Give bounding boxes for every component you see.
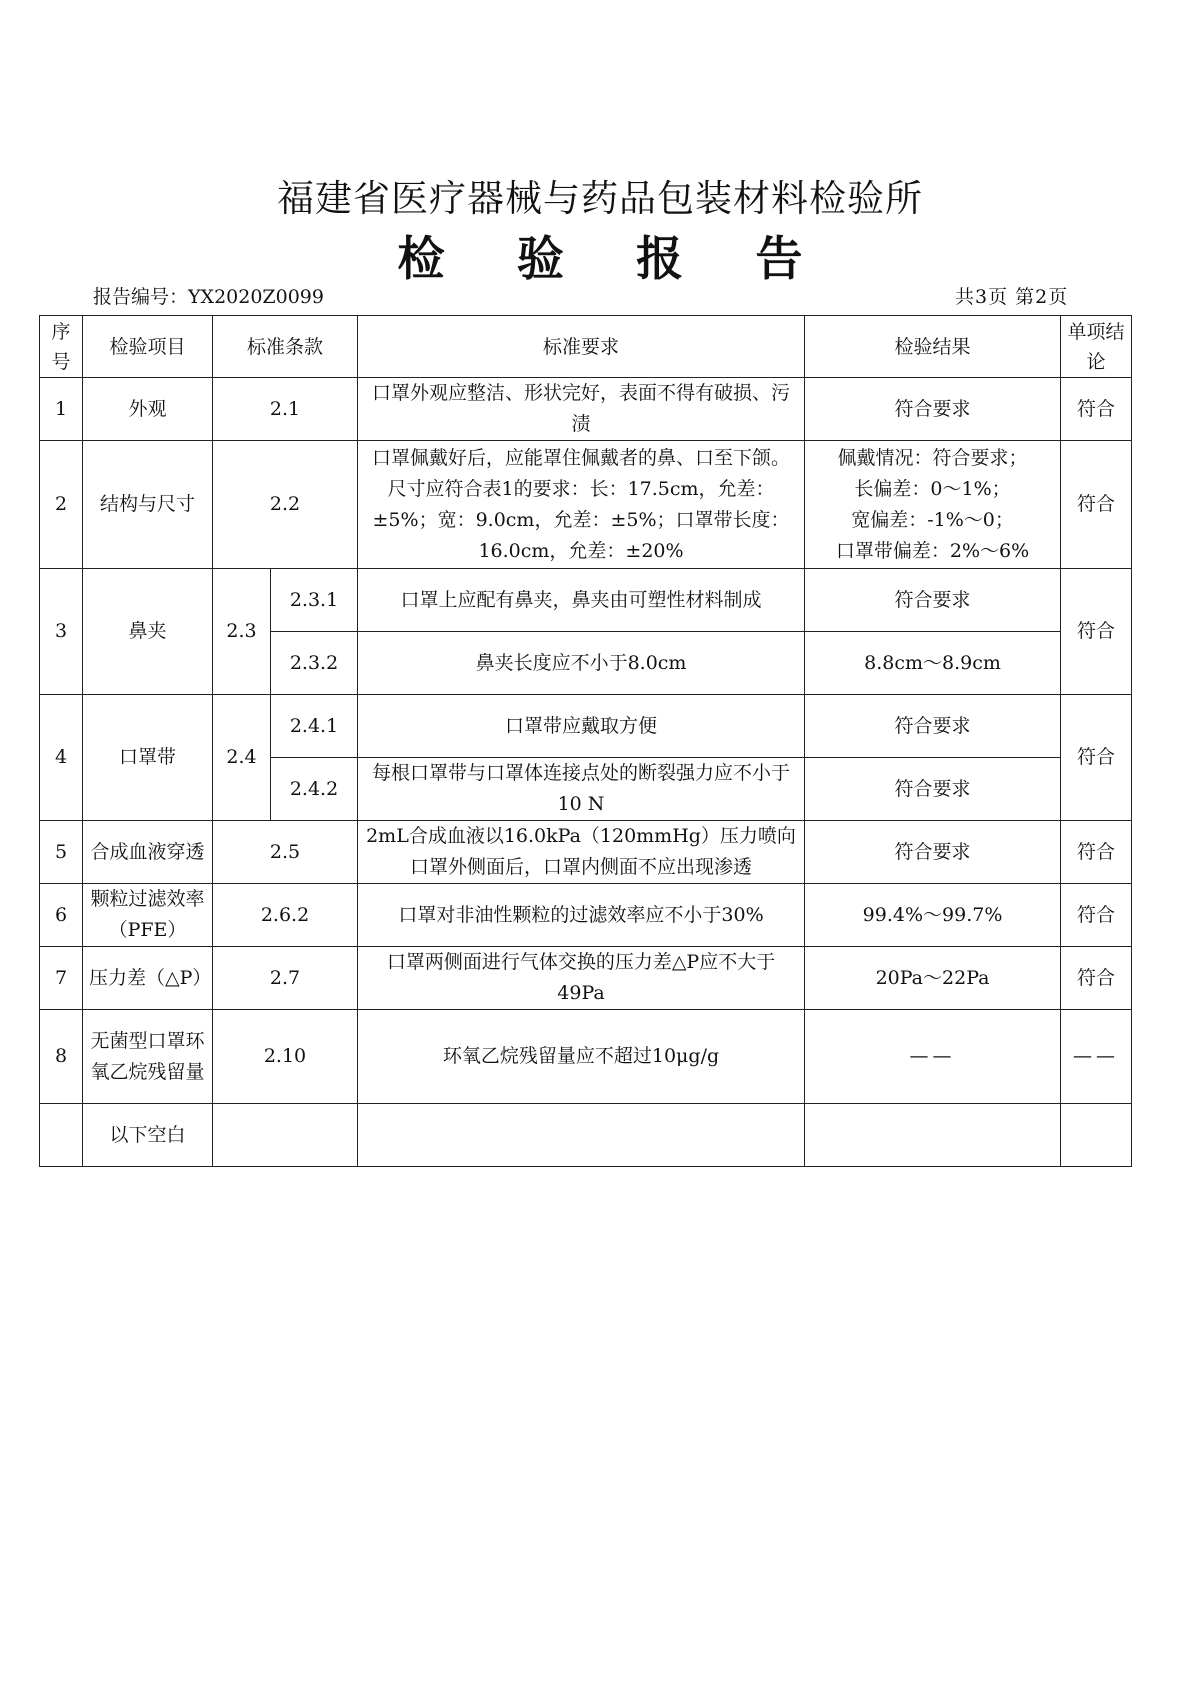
- cell-seq: 5: [40, 821, 83, 884]
- cell-requirement: 鼻夹长度应不小于8.0cm: [358, 632, 805, 695]
- cell-requirement: 每根口罩带与口罩体连接点处的断裂强力应不小于10 N: [358, 758, 805, 821]
- cell-seq: 2: [40, 441, 83, 569]
- table-row: [40, 378, 1132, 441]
- cell-verdict: [1061, 1104, 1132, 1167]
- cell-item: 以下空白: [83, 1104, 213, 1167]
- cell-result: 20Pa～22Pa: [805, 947, 1061, 1010]
- cell-result: 99.4%～99.7%: [805, 884, 1061, 947]
- cell-result: ——: [805, 1010, 1061, 1104]
- cell-seq: 8: [40, 1010, 83, 1104]
- header-item: 检验项目: [83, 316, 213, 378]
- cell-item: 颗粒过滤效率（PFE）: [83, 884, 213, 947]
- cell-clause: 2.6.2: [213, 884, 358, 947]
- cell-seq: [40, 1104, 83, 1167]
- cell-subclause: 2.4.2: [271, 758, 358, 821]
- header-requirement: 标准要求: [358, 316, 805, 378]
- cell-verdict: 符合: [1061, 378, 1132, 441]
- cell-item: 结构与尺寸: [83, 441, 213, 569]
- cell-result: 8.8cm～8.9cm: [805, 632, 1061, 695]
- cell-result: 符合要求: [805, 758, 1061, 821]
- cell-result: [805, 441, 1061, 569]
- cell-seq: 6: [40, 884, 83, 947]
- inspection-table: [39, 315, 1132, 1167]
- cell-seq: 3: [40, 569, 83, 695]
- cell-seq: 4: [40, 695, 83, 821]
- cell-verdict: 符合: [1061, 947, 1132, 1010]
- result-line: 口罩带偏差：2%～6%: [835, 539, 1030, 562]
- cell-result: 符合要求: [805, 569, 1061, 632]
- cell-requirement: 口罩佩戴好后，应能罩住佩戴者的鼻、口至下颌。尺寸应符合表1的要求：长：17.5cm，允差：±5%；宽：9.0cm，允差：±5%；口罩带长度：16.0cm，允差：±20%: [358, 441, 805, 569]
- table-row: [40, 695, 1132, 758]
- result-line: 佩戴情况：符合要求；: [837, 446, 1028, 469]
- table-header-row: [40, 316, 1132, 378]
- institute-title: 福建省医疗器械与药品包装材料检验所: [277, 177, 923, 220]
- cell-verdict: 符合: [1061, 569, 1132, 695]
- cell-item: 外观: [83, 378, 213, 441]
- page-info: 共3页 第2页: [955, 286, 1069, 308]
- cell-clause: 2.1: [213, 378, 358, 441]
- table-row: [40, 441, 1132, 569]
- cell-clause: 2.5: [213, 821, 358, 884]
- table-row: [40, 1010, 1132, 1104]
- cell-verdict: ——: [1061, 1010, 1132, 1104]
- table-row: [40, 821, 1132, 884]
- cell-result: 符合要求: [805, 695, 1061, 758]
- report-number: 报告编号：YX2020Z0099: [93, 286, 324, 308]
- cell-subclause: 2.3.1: [271, 569, 358, 632]
- cell-seq: 1: [40, 378, 83, 441]
- cell-verdict: 符合: [1061, 695, 1132, 821]
- cell-clause: 2.10: [213, 1010, 358, 1104]
- cell-clause: 2.4: [213, 695, 271, 821]
- cell-subclause: 2.3.2: [271, 632, 358, 695]
- cell-item: 口罩带: [83, 695, 213, 821]
- cell-subclause: 2.4.1: [271, 695, 358, 758]
- cell-requirement: 2mL合成血液以16.0kPa（120mmHg）压力喷向口罩外侧面后，口罩内侧面不应出现渗透: [358, 821, 805, 884]
- header-result: 检验结果: [805, 316, 1061, 378]
- table-row: [40, 884, 1132, 947]
- cell-item: 合成血液穿透: [83, 821, 213, 884]
- cell-requirement: [358, 1104, 805, 1167]
- cell-clause: 2.2: [213, 441, 358, 569]
- cell-result: [805, 1104, 1061, 1167]
- header-verdict: 单项结论: [1061, 316, 1132, 378]
- header-seq: 序号: [40, 316, 83, 378]
- cell-clause: 2.3: [213, 569, 271, 695]
- cell-item: 无菌型口罩环氧乙烷残留量: [83, 1010, 213, 1104]
- cell-seq: 7: [40, 947, 83, 1010]
- table-row: [40, 947, 1132, 1010]
- header-clause: 标准条款: [213, 316, 358, 378]
- cell-requirement: 口罩外观应整洁、形状完好，表面不得有破损、污渍: [358, 378, 805, 441]
- cell-item: 压力差（△P）: [83, 947, 213, 1010]
- table-row: [40, 569, 1132, 632]
- cell-verdict: 符合: [1061, 884, 1132, 947]
- report-title: 检 验 报 告: [397, 232, 831, 287]
- cell-item: 鼻夹: [83, 569, 213, 695]
- cell-clause: [213, 1104, 358, 1167]
- cell-verdict: 符合: [1061, 821, 1132, 884]
- cell-requirement: 口罩上应配有鼻夹，鼻夹由可塑性材料制成: [358, 569, 805, 632]
- cell-requirement: 口罩带应戴取方便: [358, 695, 805, 758]
- result-line: 宽偏差：-1%～0；: [851, 508, 1014, 531]
- cell-result: 符合要求: [805, 821, 1061, 884]
- cell-requirement: 环氧乙烷残留量应不超过10μg/g: [358, 1010, 805, 1104]
- cell-requirement: 口罩两侧面进行气体交换的压力差△P应不大于49Pa: [358, 947, 805, 1010]
- table-row: [40, 1104, 1132, 1167]
- cell-verdict: 符合: [1061, 441, 1132, 569]
- cell-clause: 2.7: [213, 947, 358, 1010]
- result-line: 长偏差：0～1%；: [854, 477, 1011, 500]
- cell-requirement: 口罩对非油性颗粒的过滤效率应不小于30%: [358, 884, 805, 947]
- cell-result: 符合要求: [805, 378, 1061, 441]
